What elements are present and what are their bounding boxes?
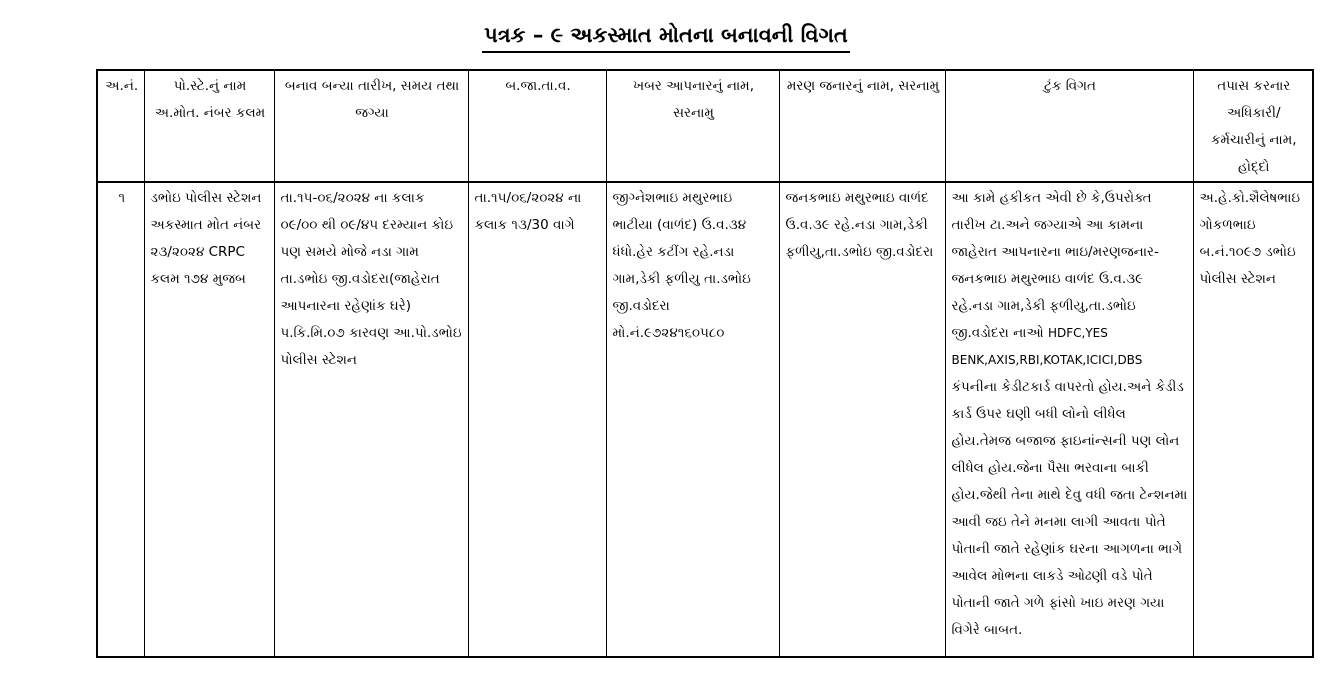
details-bank-list: HDFC,YES BENK,AXIS,RBI,KOTAK,ICICI,DBS: [951, 326, 1143, 367]
cell-officer: અ.હે.કો.શૈલેષભાઇ ગોકળભાઇ બ.નં.૧૦૯૭ ડભોઇ પોલીસ સ્ટેશન: [1193, 182, 1313, 657]
cell-details: [945, 182, 1193, 657]
header-station: પો.સ્ટે.નું નામ અ.મોત. નંબર કલમ: [144, 70, 274, 182]
header-details: ટુંક વિગત: [945, 70, 1193, 182]
document-title: [0, 20, 1332, 53]
details-text-part2: કંપનીના કેડીટકાર્ડ વાપરતો હોય.અને કેડીડ કાર્ડ ઉપર ઘણી બધી લોનો લીધેલ હોય.તેમજ બજાજ ફાઇનાંન્સની પણ લોન લીધેલ હોય.જેના પૈસા ભરવાના બાકી હોય.જેથી તેના માથે દેવુ વધી જતા ટેન્શનમા આવી જઇ તેને મનમા લાગી આવતા પોતે પોતાની જાતે રહેણાંક ઘરના આગળના ભાગે આવેલ મોભના લાકડે ઓઢણી વડે પોતે પોતાની જાતે ગળે ફાંસો ખાઇ મરણ ગયા વિગેરે બાબત.: [951, 379, 1188, 638]
cell-station: ડભોઇ પોલીસ સ્ટેશન અકસ્માત મોત નંબર ૨૩/૨૦૨૪ CRPC કલમ ૧૭૪ મુજબ: [144, 182, 274, 657]
header-serial: અ.નં.: [97, 70, 144, 182]
cell-incident: તા.૧૫-૦૬/૨૦૨૪ ના કલાક ૦૯/૦૦ થી ૦૯/૪૫ દરમ્યાન કોઇ પણ સમયે મોજે નડા ગામ તા.ડભોઇ જી.વડોદરા(જાહેરાત આપનારના રહેણાંક ઘરે) પ.કિ.મિ.૦૭ કારવણ આ.પો.ડભોઇ પોલીસ સ્ટેશન: [274, 182, 468, 657]
cell-deceased: જનકભાઇ મથુરભાઇ વાળંદ ઉ.વ.૩૯ રહે.નડા ગામ,ડેકી ફળીયુ,તા.ડભોઇ જી.વડોદરા: [779, 182, 945, 657]
document-title-text: પત્રક – ૯ અકસ્માત મોતના બનાવની વિગત: [482, 20, 850, 53]
accident-death-register-table: [96, 69, 1314, 658]
header-informant: ખબર આપનારનું નામ, સરનામુ: [606, 70, 779, 182]
header-incident: બનાવ બન્યા તારીખ, સમય તથા જગ્યા: [274, 70, 468, 182]
header-officer: તપાસ કરનાર અધિકારી/ કર્મચારીનું નામ, હોદ્દો: [1193, 70, 1313, 182]
cell-serial: ૧: [97, 182, 144, 657]
header-reported: બ.જા.તા.વ.: [468, 70, 606, 182]
cell-informant: જીગ્નેશભાઇ મથુરભાઇ ભાટીયા (વાળંદ) ઉ.વ.૩૪ ધંધો.હેર કટીંગ રહે.નડા ગામ,ડેકી ફળીયુ તા.ડભોઇ જી.વડોદરા મો.નં.૯૭૨૪૧૬૦૫૮૦: [606, 182, 779, 657]
cell-reported: તા.૧૫/૦૬/૨૦૨૪ ના કલાક ૧૩/30 વાગે: [468, 182, 606, 657]
table-header-row: [97, 70, 1313, 182]
details-text-part1: આ કામે હકીકત એવી છે કે,ઉપરોક્ત તારીખ ટા.અને જગ્યાએ આ કામના જાહેરાત આપનારના ભાઇ/મરણજનાર- જનકભાઇ મથુરભાઇ વાળંદ ઉ.વ.૩૯ રહે.નડા ગામ,ડેકી ફળીયુ,તા.ડભોઇ જી.વડોદરા નાઓ: [951, 190, 1159, 341]
header-deceased: મરણ જનારનું નામ, સરનામુ: [779, 70, 945, 182]
table-row: [97, 182, 1313, 657]
